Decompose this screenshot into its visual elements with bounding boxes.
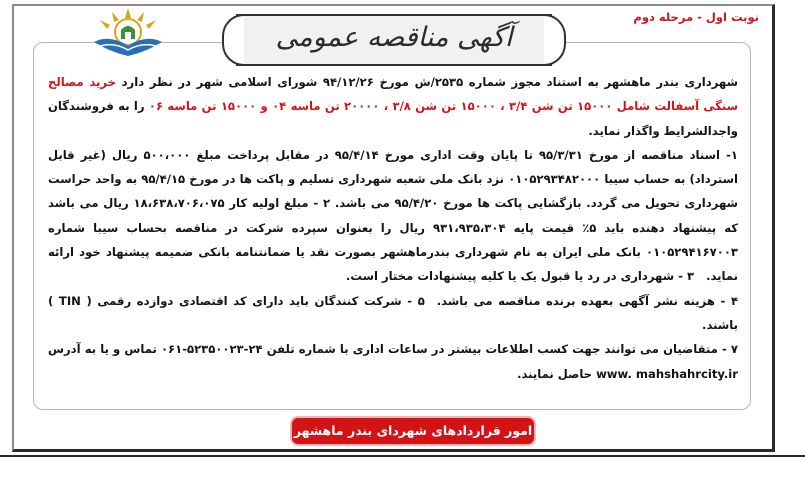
intro-text: شهرداری بندر ماهشهر به استناد مجوز شماره ۲۵۳۵/ش مورخ ۹۴/۱۲/۲۶ شورای اسلامی شهر در نظر دارد bbox=[115, 75, 738, 89]
item-7-paragraph bbox=[48, 337, 738, 386]
intro-tail: را به فروشندگان واجدالشرایط واگذار نماید. bbox=[48, 99, 738, 138]
page-title: آگهی مناقصه عمومی bbox=[275, 22, 513, 53]
intro-paragraph bbox=[48, 70, 738, 143]
round-label: نوبت اول - مرحله دوم bbox=[633, 10, 759, 24]
intro-highlight-items: خرید مصالح سنگی آسفالت شامل ۱۵۰۰۰ تن شن ۳/۴ ، ۱۵۰۰۰ تن شن ۳/۸ ، ۲۰۰۰۰ تن ماسه ۰۴ و ۱۵۰۰۰ تن ماسه ۰۶ bbox=[48, 75, 739, 114]
items-4-5-paragraph bbox=[48, 289, 738, 338]
item-1-text: ۱- اسناد مناقصه از مورخ ۹۵/۳/۳۱ تا پایان وقت اداری مورخ ۹۵/۴/۱۴ در مقابل پرداخت مبلغ ۵۰۰،۰۰۰ ریال (غیر قابل استرداد) به حساب سیبا ۰۱۰۵۲۹۳۴۸۲۰۰۰ نزد بانک ملی شعبه شهرداری تسلیم و پاکت ها در مورخ ۹۵/۴/۱۵ به واحد حراست شهرداری تحویل می گردد. بازگشایی پاکت ها مورخ ۹۵/۴/۲۰ می باشد. ۲ - مبلغ اولیه کار ۱۸،۶۳۸،۷۰۶،۰۷۵ ریال می باشد که پیشنهاد دهنده باید ۵٪ قیمت پایه ۹۳۱،۹۳۵،۳۰۴ ریال را بعنوان سپرده شرکت در مناقصه بحساب سیبا شماره ۰۱۰۵۲۹۴۱۶۷۰۰۳ بانک ملی ایران به نام شهرداری بندرماهشهر بصورت نقد یا ضمانتنامه بانکی ضمیمه پیشنهاد خود ارائه نماید. bbox=[48, 147, 739, 284]
item-5-text: ۵ - شرکت کنندگان باید دارای کد اقتصادی دوازده رقمی ( TIN ) باشند. bbox=[48, 293, 738, 332]
footer-badge: امور قراردادهای شهردای بندر ماهشهر bbox=[292, 418, 534, 444]
item-1-paragraph bbox=[48, 143, 738, 289]
item-7-text: ۷ - متقاضیان می توانند جهت کسب اطلاعات بیشتر در ساعات اداری با شماره تلفن ۲۴-۵۲۳۵۰۰۲۳-۰۶۱ تماس و یا به آدرس www. mahshahrcity.ir حاصل نمایند. bbox=[48, 342, 738, 381]
notice-body bbox=[48, 70, 738, 386]
item-3-text: ۳ - شهرداری در رد یا قبول یک یا کلیه پیشنهادات مختار است. bbox=[345, 269, 695, 284]
municipality-emblem-icon bbox=[88, 6, 168, 60]
bottom-rule bbox=[0, 455, 805, 457]
item-4-text: ۴ - هزینه نشر آگهی بعهده برنده مناقصه می باشد. bbox=[436, 293, 739, 308]
title-banner bbox=[236, 14, 552, 66]
